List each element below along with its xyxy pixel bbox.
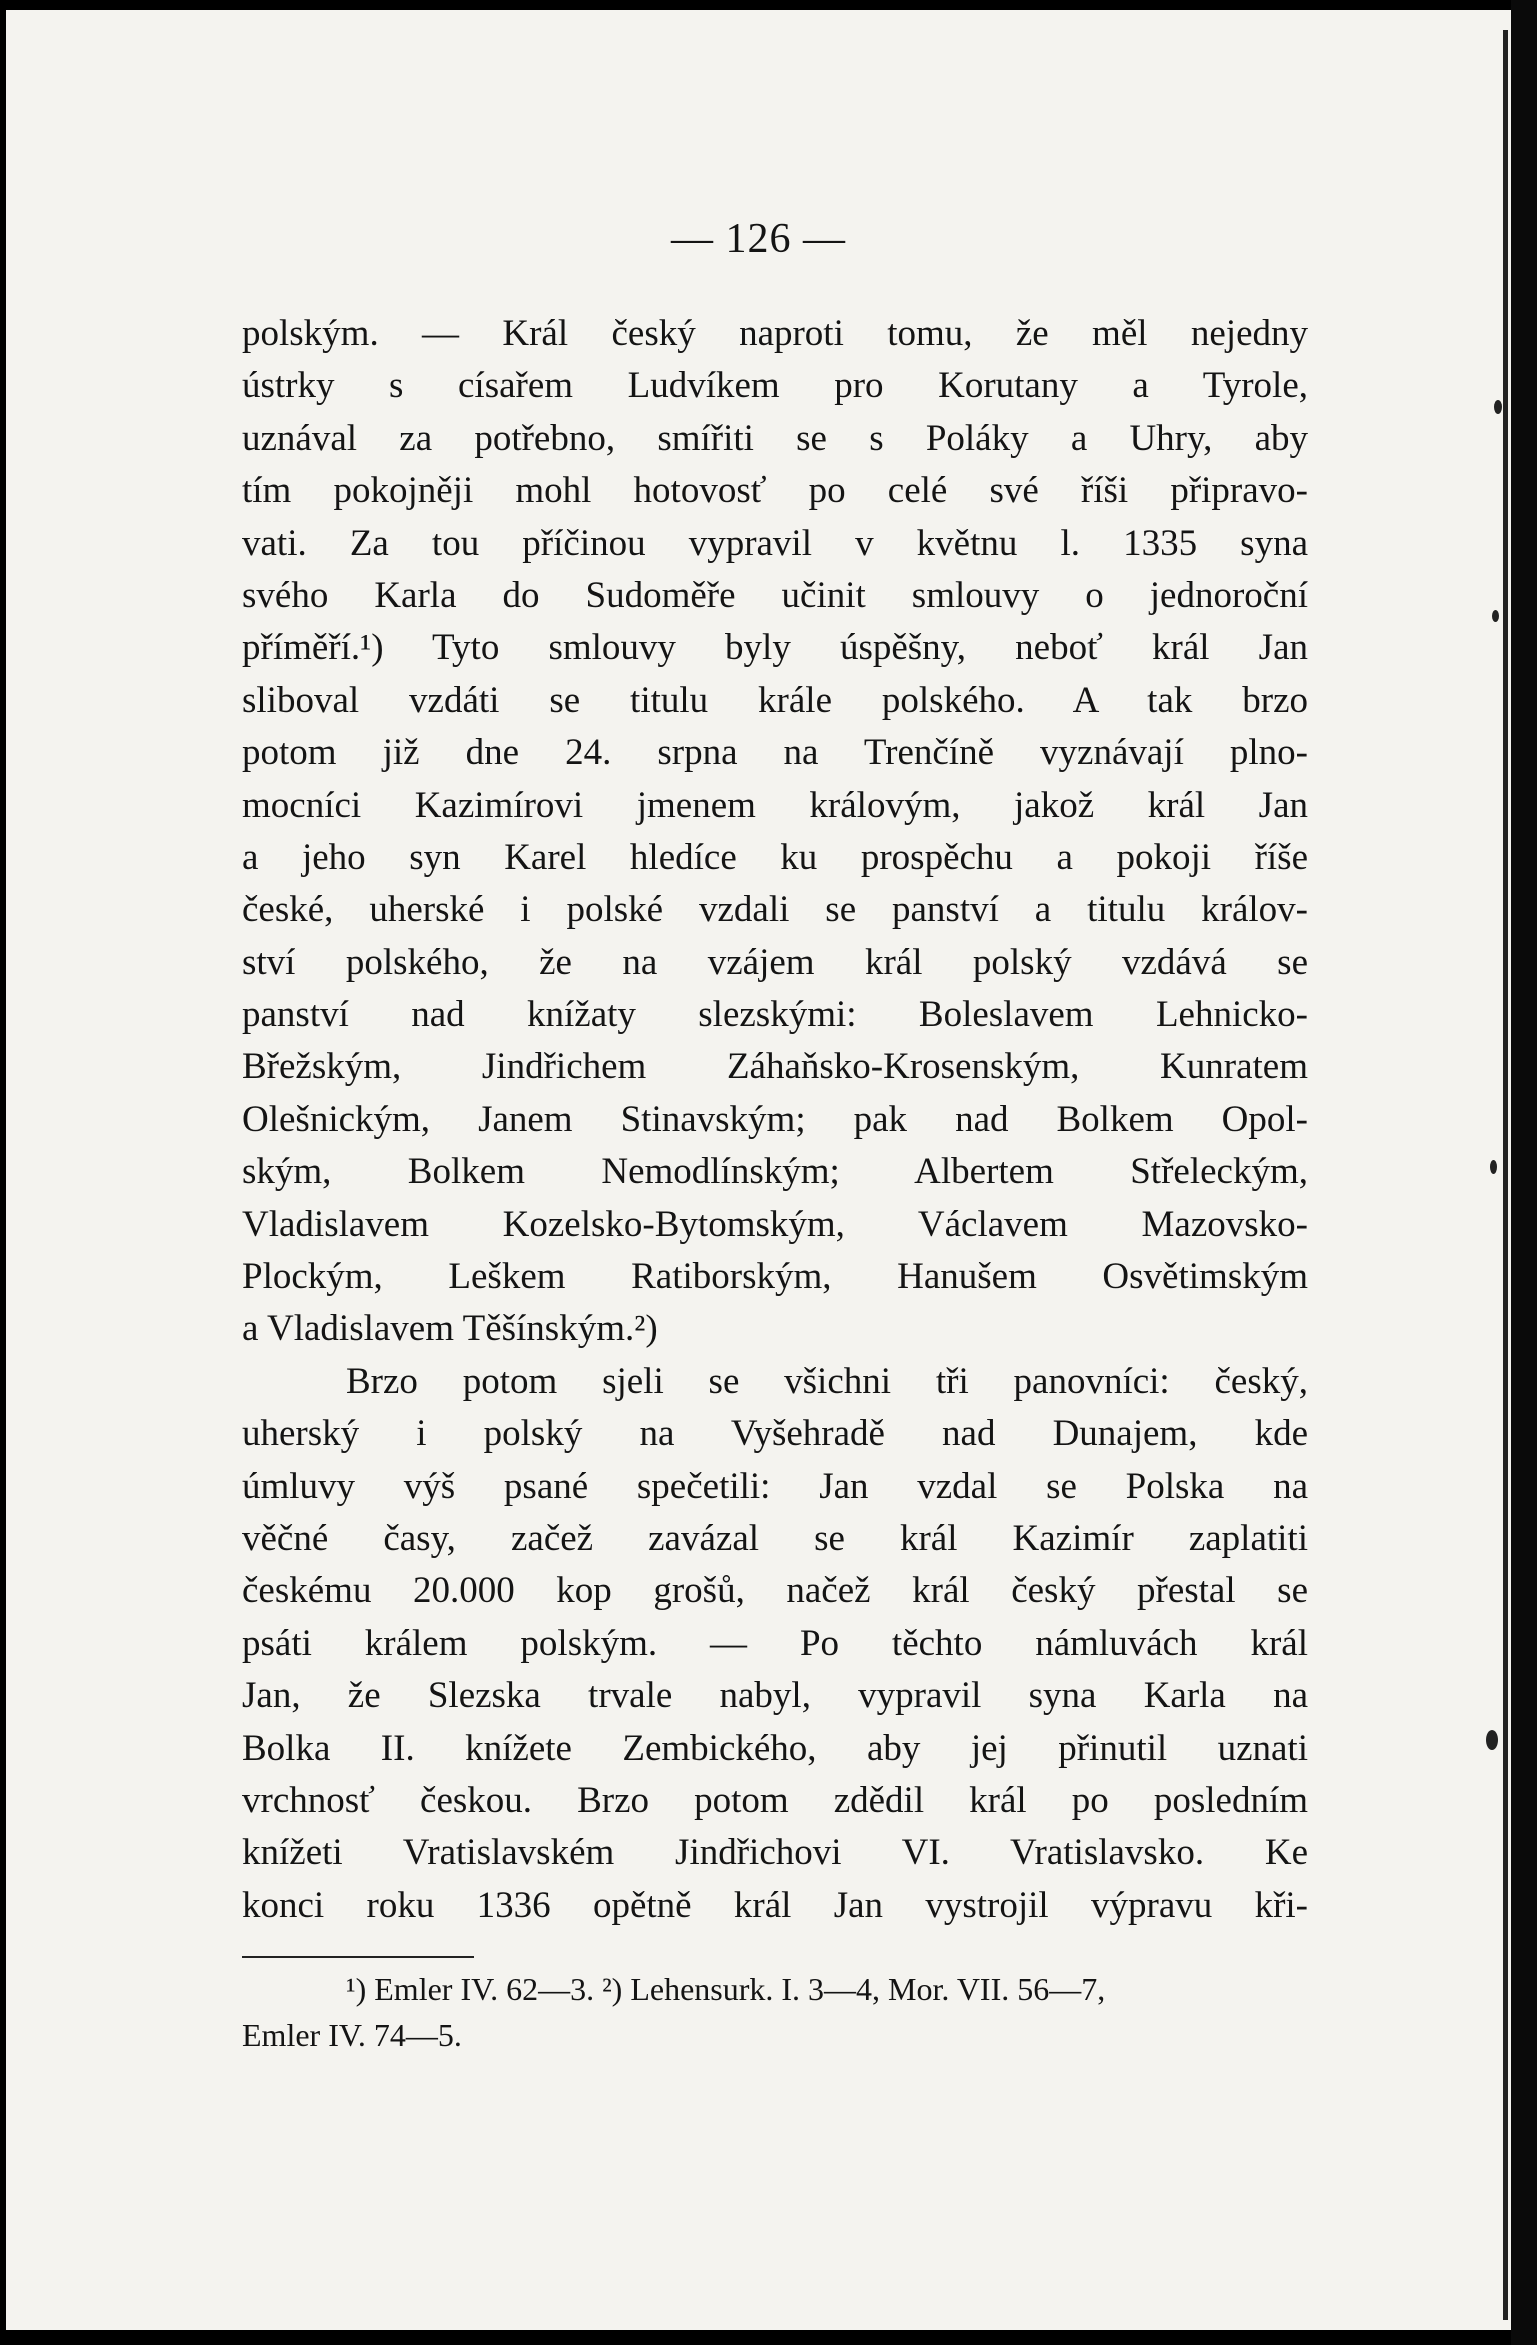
text-line: úmluvy výš psané spečetili: Jan vzdal se Polska na [242, 1465, 1308, 1507]
text-line: ství polského, že na vzájem král polský vzdává se [242, 941, 1308, 983]
text-line: panství nad knížaty slezskými: Boleslavem Lehnicko- [242, 994, 1308, 1036]
text-line: vati. Za tou příčinou vypravil v květnu l. 1335 syna [242, 522, 1308, 564]
footnote-line: Emler IV. 74—5. [242, 2017, 462, 2053]
text-line: uznával za potřebno, smířiti se s Poláky a Uhry, aby [242, 417, 1308, 459]
scan-speck [1492, 610, 1499, 622]
text-line: a jeho syn Karel hledíce ku prospěchu a pokoji říše [242, 836, 1308, 878]
scan-speck [1486, 1730, 1498, 1750]
text-line: Břežským, Jindřichem Záhaňsko-Krosenským, Kunratem [242, 1046, 1308, 1088]
footnotes [242, 1966, 1308, 2058]
text-line: Bolka II. knížete Zembického, aby jej přinutil uznati [242, 1727, 1308, 1769]
text-line: potom již dne 24. srpna na Trenčíně vyznávají plno- [242, 732, 1308, 774]
text-line: ským, Bolkem Nemodlínským; Albertem Střeleckým, [242, 1151, 1308, 1193]
text-line: tím pokojněji mohl hotovosť po celé své říši připravo- [242, 470, 1308, 512]
text-line: Olešnickým, Janem Stinavským; pak nad Bolkem Opol- [242, 1098, 1308, 1140]
text-line: sliboval vzdáti se titulu krále polského. A tak brzo [242, 679, 1308, 721]
text-line: české, uherské i polské vzdali se panství a titulu králov- [242, 889, 1308, 931]
text-line: konci roku 1336 opětně král Jan vystrojil výpravu kři- [242, 1884, 1308, 1926]
page-edge-shadow [1503, 30, 1508, 2320]
scan-speck [1490, 1160, 1497, 1174]
text-line: vrchnosť českou. Brzo potom zdědil král po posledním [242, 1779, 1308, 1821]
main-text [242, 308, 1308, 1932]
text-line: příměří.¹) Tyto smlouvy byly úspěšny, neboť král Jan [242, 627, 1308, 669]
text-line: Brzo potom sjeli se všichni tři panovníci: český, [346, 1360, 1308, 1402]
text-line: Jan, že Slezska trvale nabyl, vypravil syna Karla na [242, 1675, 1308, 1717]
scan-speck [1494, 400, 1502, 414]
text-line: Vladislavem Kozelsko-Bytomským, Václavem Mazovsko- [242, 1203, 1308, 1245]
text-line: uherský i polský na Vyšehradě nad Dunajem, kde [242, 1413, 1308, 1455]
text-line: psáti králem polským. — Po těchto námluvách král [242, 1622, 1308, 1664]
text-line: knížeti Vratislavském Jindřichovi VI. Vratislavsko. Ke [242, 1832, 1308, 1874]
text-line: Plockým, Leškem Ratiborským, Hanušem Osvětimským [242, 1256, 1308, 1298]
footnote-divider [242, 1956, 474, 1958]
text-line: ústrky s císařem Ludvíkem pro Korutany a Tyrole, [242, 365, 1308, 407]
scan-border [1511, 0, 1537, 2345]
text-line: a Vladislavem Těšínským.²) [242, 1308, 658, 1350]
text-line: českému 20.000 kop grošů, načež král český přestal se [242, 1570, 1308, 1612]
footnote-line: ¹) Emler IV. 62—3. ²) Lehensurk. I. 3—4, Mor. VII. 56—7, [346, 1971, 1106, 2007]
text-line: věčné časy, začež zavázal se král Kazimír zaplatiti [242, 1517, 1308, 1559]
text-line: polským. — Král český naproti tomu, že měl nejedny [242, 313, 1308, 354]
text-line: svého Karla do Sudoměře učinit smlouvy o jednoroční [242, 574, 1308, 616]
page-number-header: — 126 — [671, 216, 846, 262]
book-page [6, 10, 1511, 2330]
text-line: mocníci Kazimírovi jmenem královým, jakož král Jan [242, 784, 1308, 826]
